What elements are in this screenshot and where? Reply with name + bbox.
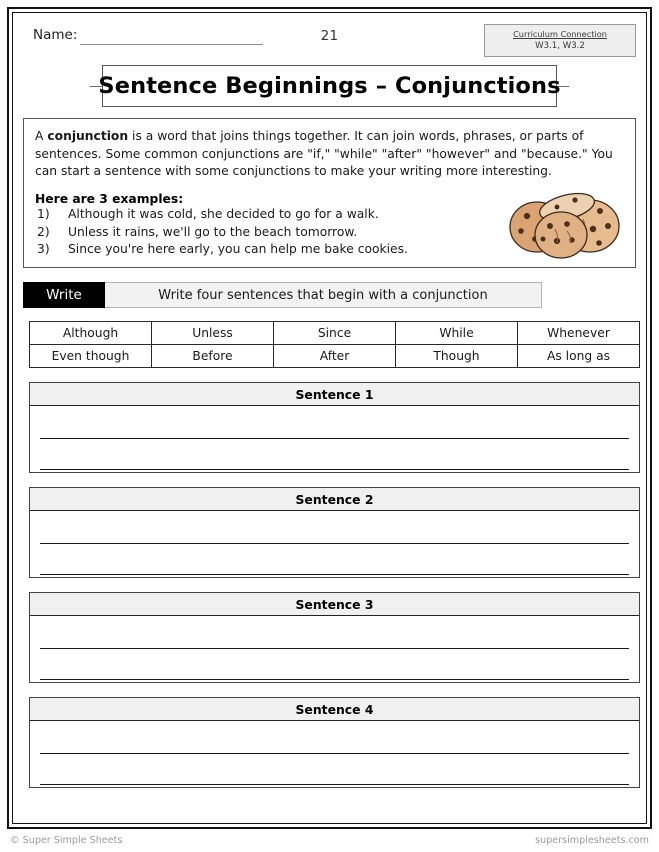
word-bank-cell[interactable]: While [396,322,518,345]
example-sentence: Although it was cold, she decided to go for a walk. [68,206,379,221]
word-bank-cell[interactable]: Although [30,322,152,345]
writing-line[interactable] [40,679,629,680]
writing-line[interactable] [40,753,629,754]
sentence-answer-block [29,697,640,788]
sentence-answer-area[interactable] [30,406,639,472]
example-number: 1) [37,206,50,221]
page-number: 21 [320,28,339,44]
curriculum-connection-codes: W3.1, W3.2 [535,41,585,51]
paragraph-text-lead: A [35,129,48,143]
name-label: Name: [33,27,78,43]
instruction-info-box [23,118,636,268]
conjunction-word-bank [29,321,640,368]
word-bank-cell[interactable]: Though [396,345,518,368]
word-bank-cell[interactable]: After [274,345,396,368]
page-title: Sentence Beginnings – Conjunctions [98,73,561,99]
worksheet-header [23,19,636,59]
writing-line[interactable] [40,648,629,649]
word-bank-cell[interactable]: Unless [152,322,274,345]
example-sentence: Unless it rains, we'll go to the beach tomorrow. [68,224,358,239]
writing-line[interactable] [40,574,629,575]
sentence-answer-area[interactable] [30,511,639,577]
page-border-frame [7,7,652,829]
word-bank-cell[interactable]: As long as [518,345,640,368]
example-number: 2) [37,224,50,239]
write-task-bar [23,282,542,308]
word-bank-cell[interactable]: Before [152,345,274,368]
writing-line[interactable] [40,784,629,785]
sentence-block-header: Sentence 1 [30,383,639,406]
conjunction-definition-paragraph [35,128,624,181]
conjunction-bold-term: conjunction [47,129,129,143]
sentence-answer-area[interactable] [30,616,639,682]
curriculum-connection-title: Curriculum Connection [513,29,607,39]
examples-heading: Here are 3 examples: [35,191,184,206]
page-title-wrapper [23,65,636,107]
website-url: supersimplesheets.com [535,835,649,846]
chocolate-chip-cookies-icon [505,191,625,259]
example-number: 3) [37,242,50,257]
sentence-answer-area[interactable] [30,721,639,787]
copyright-text: © Super Simple Sheets [10,835,123,846]
writing-line[interactable] [40,543,629,544]
word-bank-cell[interactable]: Whenever [518,322,640,345]
worksheet-content [23,19,636,819]
write-tag-label: Write [23,282,105,308]
table-row [30,345,640,368]
write-instruction-text: Write four sentences that begin with a conjunction [105,282,542,308]
page-title-box [98,65,561,107]
writing-line[interactable] [40,438,629,439]
sentence-answer-block [29,487,640,578]
writing-line[interactable] [40,469,629,470]
page-footer [9,835,650,851]
sentence-block-header: Sentence 3 [30,593,639,616]
sentence-answer-block [29,382,640,473]
table-row [30,322,640,345]
sentence-answer-block [29,592,640,683]
name-input-line[interactable] [80,44,263,45]
paragraph-text-rest: is a word that joins things together. It can join words, phrases, or parts of sentences. Some common conjunctions are "if," "while" "after" "however" and "because." You can start a sentence with some conjunctions to make your writing more interesting. [35,129,613,179]
sentence-block-header: Sentence 2 [30,488,639,511]
curriculum-connection-box [484,24,636,57]
sentence-block-header: Sentence 4 [30,698,639,721]
word-bank-cell[interactable]: Since [274,322,396,345]
example-sentence: Since you're here early, you can help me bake cookies. [68,242,408,257]
word-bank-cell[interactable]: Even though [30,345,152,368]
